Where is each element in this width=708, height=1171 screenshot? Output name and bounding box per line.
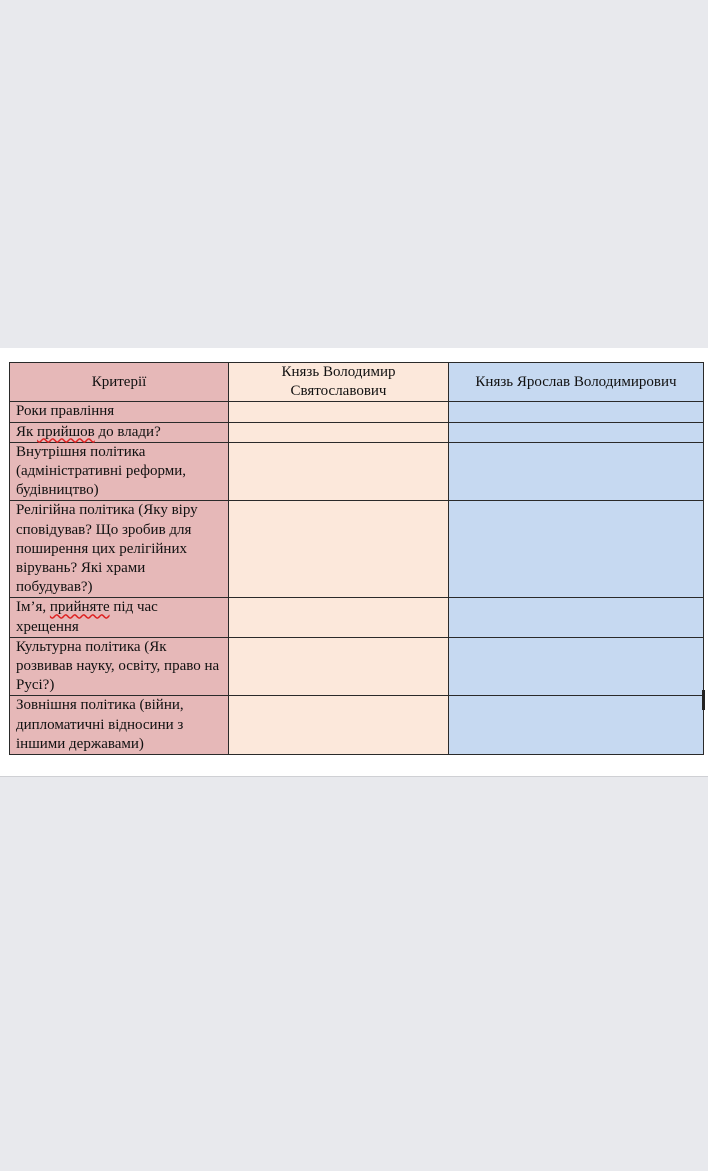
text-cursor <box>702 690 705 710</box>
cell-yaroslav[interactable] <box>449 501 704 598</box>
cell-volodymyr[interactable] <box>229 637 449 696</box>
header-yaroslav[interactable]: Князь Ярослав Володимирович <box>449 363 704 402</box>
document-page <box>0 348 708 777</box>
criterion-cultural-policy[interactable]: Культурна політика (Як розвивав науку, освіту, право на Русі?) <box>10 637 229 696</box>
header-volodymyr[interactable]: Князь Володимир Святославович <box>229 363 449 402</box>
criterion-internal-policy[interactable]: Внутрішня політика (адміністративні реформи, будівництво) <box>10 442 229 501</box>
criterion-baptism-name[interactable] <box>10 598 229 637</box>
criterion-text-part: до влади? <box>94 423 161 440</box>
cell-yaroslav[interactable] <box>449 442 704 501</box>
cell-volodymyr[interactable] <box>229 501 449 598</box>
table-row <box>10 501 704 598</box>
criterion-text-part: Як <box>16 423 38 440</box>
criterion-text-part: під час хрещення <box>16 599 158 635</box>
comparison-table <box>9 362 704 755</box>
cell-yaroslav[interactable] <box>449 422 704 442</box>
criterion-text-part: Ім’я, <box>16 599 50 616</box>
cell-volodymyr[interactable] <box>229 598 449 637</box>
header-row <box>10 363 704 402</box>
table-row <box>10 696 704 755</box>
table-row <box>10 402 704 422</box>
cell-yaroslav[interactable] <box>449 696 704 755</box>
table-row <box>10 637 704 696</box>
cell-volodymyr[interactable] <box>229 402 449 422</box>
table-row <box>10 442 704 501</box>
cell-volodymyr[interactable] <box>229 442 449 501</box>
criterion-reign-years[interactable]: Роки правління <box>10 402 229 422</box>
criterion-foreign-policy[interactable]: Зовнішня політика (війни, дипломатичні відносини з іншими державами) <box>10 696 229 755</box>
header-criteria[interactable]: Критерії <box>10 363 229 402</box>
table-row <box>10 598 704 637</box>
cell-yaroslav[interactable] <box>449 637 704 696</box>
criterion-religious-policy[interactable]: Релігійна політика (Яку віру сповідував? Що зробив для поширення цих релігійних вірувань? Які храми побудував?) <box>10 501 229 598</box>
table-row <box>10 422 704 442</box>
spellcheck-word: прийшов <box>37 423 95 440</box>
criterion-rise-to-power[interactable] <box>10 422 229 442</box>
spellcheck-word: прийняте <box>49 599 110 616</box>
cell-volodymyr[interactable] <box>229 422 449 442</box>
cell-yaroslav[interactable] <box>449 402 704 422</box>
cell-volodymyr[interactable] <box>229 696 449 755</box>
cell-yaroslav[interactable] <box>449 598 704 637</box>
